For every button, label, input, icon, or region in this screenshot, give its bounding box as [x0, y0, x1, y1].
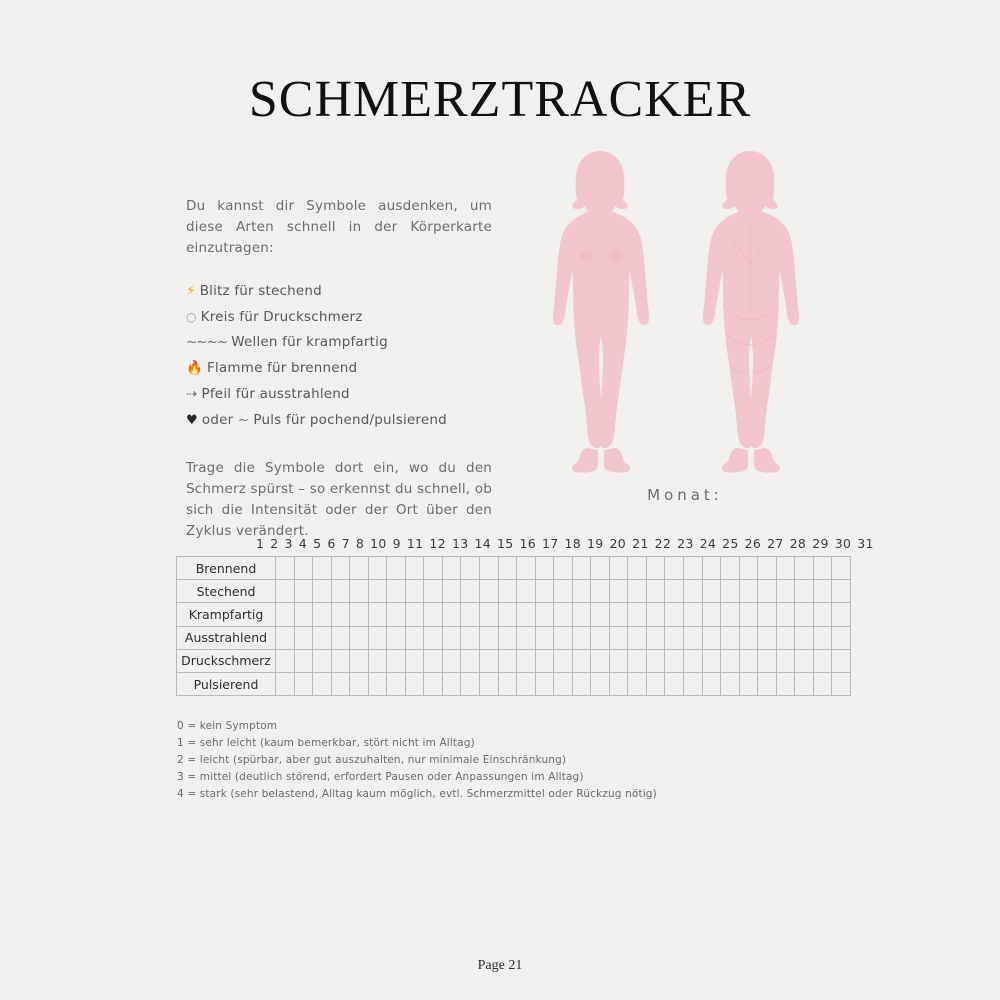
tracker-cell[interactable]: [276, 580, 295, 603]
tracker-cell[interactable]: [405, 580, 424, 603]
tracker-cell[interactable]: [350, 672, 369, 695]
day-number-21: 21: [632, 536, 649, 551]
tracker-cell[interactable]: [498, 626, 517, 649]
tracker-cell[interactable]: [350, 626, 369, 649]
tracker-cell[interactable]: [387, 557, 406, 580]
tracker-cell[interactable]: [609, 649, 628, 672]
tracker-cell[interactable]: [832, 626, 851, 649]
day-number-11: 11: [406, 536, 424, 551]
day-number-13: 13: [451, 536, 469, 551]
tracker-cell[interactable]: [387, 672, 406, 695]
tracker-cell[interactable]: [813, 672, 832, 695]
tracker-cell[interactable]: [795, 603, 814, 626]
tracker-cell[interactable]: [424, 557, 443, 580]
tracker-cell[interactable]: [535, 557, 554, 580]
tracker-cell[interactable]: [665, 626, 684, 649]
tracker-cell[interactable]: [813, 580, 832, 603]
row-label-druckschmerz: Druckschmerz: [177, 649, 276, 672]
tracker-cell[interactable]: [832, 580, 851, 603]
waves-icon: ~~~~: [186, 334, 228, 351]
tracker-cell[interactable]: [331, 603, 350, 626]
day-number-3: 3: [284, 536, 293, 551]
tracker-cell[interactable]: [350, 649, 369, 672]
tracker-cell[interactable]: [646, 626, 665, 649]
tracker-cell[interactable]: [795, 649, 814, 672]
tracker-cell[interactable]: [442, 626, 461, 649]
tracker-cell[interactable]: [591, 603, 610, 626]
tracker-cell[interactable]: [684, 626, 703, 649]
tracker-cell[interactable]: [758, 626, 777, 649]
tracker-cell[interactable]: [758, 603, 777, 626]
tracker-cell[interactable]: [684, 603, 703, 626]
tracker-cell[interactable]: [776, 626, 795, 649]
tracker-cell[interactable]: [517, 649, 536, 672]
tracker-cell[interactable]: [535, 580, 554, 603]
tracker-cell[interactable]: [628, 649, 647, 672]
lightning-bolt-icon: ⚡: [186, 282, 196, 299]
day-number-22: 22: [654, 536, 672, 551]
day-number-26: 26: [744, 536, 762, 551]
day-number-15: 15: [496, 536, 514, 551]
tracker-cell[interactable]: [591, 557, 610, 580]
tracker-cell[interactable]: [702, 603, 721, 626]
tracker-cell[interactable]: [461, 672, 480, 695]
tracker-cell[interactable]: [739, 580, 758, 603]
tracker-cell[interactable]: [331, 626, 350, 649]
symbol-label-bolt: Blitz für stechend: [199, 282, 322, 299]
tracker-cell[interactable]: [461, 649, 480, 672]
tracker-cell[interactable]: [424, 580, 443, 603]
tracker-cell[interactable]: [646, 672, 665, 695]
tracker-cell[interactable]: [776, 580, 795, 603]
tracker-cell[interactable]: [442, 557, 461, 580]
tracker-cell[interactable]: [313, 580, 332, 603]
tracker-cell[interactable]: [795, 672, 814, 695]
tracker-cell[interactable]: [368, 649, 387, 672]
tracker-cell[interactable]: [368, 626, 387, 649]
tracker-cell[interactable]: [387, 649, 406, 672]
intro-column: [186, 196, 492, 542]
tracker-cell[interactable]: [813, 626, 832, 649]
tracker-cell[interactable]: [665, 557, 684, 580]
tracker-cell[interactable]: [313, 603, 332, 626]
day-number-30: 30: [834, 536, 852, 551]
legend-line-1: 1 = sehr leicht (kaum bemerkbar, stört nicht im Alltag): [177, 737, 475, 749]
tracker-cell[interactable]: [628, 603, 647, 626]
tracker-cell[interactable]: [684, 557, 703, 580]
row-label-brennend: Brennend: [177, 557, 276, 580]
tracker-cell[interactable]: [498, 580, 517, 603]
tracker-cell[interactable]: [832, 672, 851, 695]
symbol-list-item-waves: [186, 332, 492, 354]
intensity-legend: [177, 718, 657, 803]
tracker-cell[interactable]: [480, 580, 499, 603]
day-number-16: 16: [519, 536, 536, 551]
tracker-cell[interactable]: [572, 672, 591, 695]
female-body-back-icon: [703, 151, 800, 473]
tracker-cell[interactable]: [832, 649, 851, 672]
intro-paragraph-2: Trage die Symbole dort ein, wo du den Schmerz spürst – so erkennst du schnell, ob sich die Intensität oder der Ort über den Zyklus verändert.: [186, 459, 492, 539]
tracker-cell[interactable]: [442, 603, 461, 626]
tracker-cell[interactable]: [721, 649, 740, 672]
tracker-cell[interactable]: [480, 557, 499, 580]
tracker-cell[interactable]: [591, 580, 610, 603]
tracker-cell[interactable]: [572, 603, 591, 626]
tracker-cell[interactable]: [405, 626, 424, 649]
tracker-cell[interactable]: [813, 603, 832, 626]
tracker-cell[interactable]: [795, 626, 814, 649]
tracker-cell[interactable]: [480, 626, 499, 649]
tracker-cell[interactable]: [424, 626, 443, 649]
tracker-cell[interactable]: [517, 672, 536, 695]
tracker-cell[interactable]: [795, 557, 814, 580]
tracker-cell[interactable]: [368, 557, 387, 580]
tracker-cell[interactable]: [665, 649, 684, 672]
body-map: [540, 138, 830, 478]
circle-outline-icon: ○: [186, 309, 197, 324]
symbol-legend-list: [186, 281, 492, 432]
symbol-list-item-arrow: [186, 384, 492, 406]
table-row: [177, 557, 851, 580]
tracker-cell[interactable]: [461, 626, 480, 649]
tracker-cell[interactable]: [702, 557, 721, 580]
symbol-list-item-bolt: [186, 281, 492, 303]
symbol-label-heart: Puls für pochend/pulsierend: [253, 412, 447, 429]
day-number-7: 7: [341, 536, 350, 551]
row-label-ausstrahlend: Ausstrahlend: [177, 626, 276, 649]
tracker-cell[interactable]: [609, 580, 628, 603]
heart-icon: ♥: [186, 413, 198, 429]
tracker-cell[interactable]: [331, 649, 350, 672]
symbol-label-heart-or: oder: [201, 412, 234, 429]
tracker-cell[interactable]: [405, 557, 424, 580]
tracker-cell[interactable]: [591, 626, 610, 649]
row-label-pulsierend: Pulsierend: [177, 672, 276, 695]
table-row: [177, 626, 851, 649]
symbol-list-item-heart: [186, 410, 492, 432]
tracker-cell[interactable]: [276, 603, 295, 626]
tracker-cell[interactable]: [535, 649, 554, 672]
tracker-cell[interactable]: [424, 672, 443, 695]
tracker-cell[interactable]: [498, 603, 517, 626]
tracker-cell[interactable]: [554, 580, 573, 603]
tracker-cell[interactable]: [424, 603, 443, 626]
tracker-cell[interactable]: [758, 557, 777, 580]
tracker-cell[interactable]: [684, 649, 703, 672]
day-number-27: 27: [767, 536, 784, 551]
tracker-cell[interactable]: [480, 649, 499, 672]
tracker-cell[interactable]: [795, 580, 814, 603]
tracker-cell[interactable]: [572, 557, 591, 580]
day-number-23: 23: [677, 536, 694, 551]
female-body-front-icon: [553, 151, 650, 473]
symbol-list-item-circle: [186, 307, 492, 329]
tracker-cell[interactable]: [702, 649, 721, 672]
tracker-cell[interactable]: [721, 672, 740, 695]
tracker-cell[interactable]: [554, 672, 573, 695]
day-number-2: 2: [270, 536, 279, 551]
tracker-cell[interactable]: [313, 672, 332, 695]
tracker-cell[interactable]: [276, 672, 295, 695]
symbol-list-item-flame: [186, 358, 492, 380]
day-number-10: 10: [370, 536, 387, 551]
tracker-cell[interactable]: [350, 580, 369, 603]
legend-line-4: 4 = stark (sehr belastend, Alltag kaum möglich, evtl. Schmerzmittel oder Rückzug nötig): [177, 788, 657, 800]
tracker-cell[interactable]: [294, 603, 313, 626]
tracker-cell[interactable]: [387, 603, 406, 626]
tracker-cell[interactable]: [498, 649, 517, 672]
day-number-18: 18: [564, 536, 582, 551]
tracker-cell[interactable]: [572, 649, 591, 672]
table-row: [177, 649, 851, 672]
tracker-cell[interactable]: [739, 626, 758, 649]
tracker-cell[interactable]: [517, 557, 536, 580]
tracker-cell[interactable]: [294, 672, 313, 695]
tracker-cell[interactable]: [276, 649, 295, 672]
day-number-8: 8: [355, 536, 365, 551]
legend-line-2: 2 = leicht (spürbar, aber gut auszuhalten, nur minimale Einschränkung): [177, 754, 567, 766]
dashed-arrow-icon: ⇢: [186, 386, 198, 403]
table-row: [177, 672, 851, 695]
tracker-cell[interactable]: [350, 603, 369, 626]
tracker-cell[interactable]: [572, 626, 591, 649]
symbol-label-waves: Wellen für krampfartig: [231, 334, 388, 351]
tracker-cell[interactable]: [832, 603, 851, 626]
tracker-cell[interactable]: [442, 649, 461, 672]
tracker-cell[interactable]: [368, 580, 387, 603]
tracker-cell[interactable]: [554, 557, 573, 580]
tracker-cell[interactable]: [442, 580, 461, 603]
tracker-cell[interactable]: [665, 580, 684, 603]
tracker-cell[interactable]: [498, 672, 517, 695]
tracker-cell[interactable]: [721, 626, 740, 649]
tracker-cell[interactable]: [313, 649, 332, 672]
tracker-cell[interactable]: [480, 603, 499, 626]
tracker-cell[interactable]: [628, 672, 647, 695]
month-label: Monat:: [647, 486, 723, 504]
tracker-cell[interactable]: [424, 649, 443, 672]
tracker-cell[interactable]: [535, 626, 554, 649]
tracker-cell[interactable]: [739, 557, 758, 580]
tracker-cell[interactable]: [646, 557, 665, 580]
tracker-cell[interactable]: [739, 649, 758, 672]
day-number-20: 20: [609, 536, 627, 551]
tracker-cell[interactable]: [609, 603, 628, 626]
tracker-cell[interactable]: [517, 603, 536, 626]
symbol-label-flame: Flamme für brennend: [207, 360, 358, 377]
tracker-cell[interactable]: [609, 557, 628, 580]
row-label-krampfartig: Krampfartig: [177, 603, 276, 626]
tracker-cell[interactable]: [405, 603, 424, 626]
day-number-4: 4: [298, 536, 308, 551]
tracker-cell[interactable]: [276, 626, 295, 649]
day-number-28: 28: [789, 536, 807, 551]
tracker-table-body: [177, 557, 851, 696]
tracker-cell[interactable]: [591, 649, 610, 672]
tracker-cell[interactable]: [461, 580, 480, 603]
tracker-cell[interactable]: [294, 626, 313, 649]
tilde-pulse-icon: ~: [237, 412, 250, 429]
tracker-cell[interactable]: [387, 580, 406, 603]
symbol-label-arrow: Pfeil für ausstrahlend: [201, 386, 350, 403]
tracker-cell[interactable]: [498, 557, 517, 580]
day-number-header: [256, 536, 874, 551]
tracker-cell[interactable]: [776, 672, 795, 695]
page-footer: Page 21: [477, 958, 523, 973]
day-number-12: 12: [429, 536, 446, 551]
tracker-cell[interactable]: [628, 557, 647, 580]
tracker-cell[interactable]: [313, 557, 332, 580]
tracker-cell[interactable]: [758, 580, 777, 603]
tracker-cell[interactable]: [387, 626, 406, 649]
row-label-stechend: Stechend: [177, 580, 276, 603]
tracker-cell[interactable]: [609, 626, 628, 649]
tracker-cell[interactable]: [739, 603, 758, 626]
day-number-29: 29: [812, 536, 829, 551]
tracker-cell[interactable]: [684, 580, 703, 603]
tracker-cell[interactable]: [628, 626, 647, 649]
table-row: [177, 603, 851, 626]
tracker-cell[interactable]: [776, 649, 795, 672]
tracker-cell[interactable]: [368, 672, 387, 695]
tracker-cell[interactable]: [554, 649, 573, 672]
tracker-cell[interactable]: [776, 557, 795, 580]
tracker-cell[interactable]: [702, 672, 721, 695]
tracker-cell[interactable]: [331, 557, 350, 580]
day-number-31: 31: [857, 536, 874, 551]
tracker-cell[interactable]: [294, 580, 313, 603]
tracker-cell[interactable]: [572, 580, 591, 603]
tracker-cell[interactable]: [331, 580, 350, 603]
tracker-cell[interactable]: [535, 672, 554, 695]
day-number-25: 25: [722, 536, 739, 551]
symbol-label-circle: Kreis für Druckschmerz: [200, 308, 363, 325]
tracker-cell[interactable]: [665, 603, 684, 626]
spacer: [186, 436, 492, 458]
day-number-24: 24: [699, 536, 717, 551]
legend-line-3: 3 = mittel (deutlich störend, erfordert Pausen oder Anpassungen im Alltag): [177, 771, 584, 783]
tracker-cell[interactable]: [554, 603, 573, 626]
day-number-14: 14: [474, 536, 491, 551]
tracker-cell[interactable]: [294, 649, 313, 672]
tracker-cell[interactable]: [813, 649, 832, 672]
tracker-cell[interactable]: [665, 672, 684, 695]
tracker-cell[interactable]: [331, 672, 350, 695]
day-number-17: 17: [542, 536, 559, 551]
tracker-cell[interactable]: [554, 626, 573, 649]
tracker-cell[interactable]: [646, 649, 665, 672]
tracker-cell[interactable]: [535, 603, 554, 626]
tracker-cell[interactable]: [276, 557, 295, 580]
tracker-cell[interactable]: [368, 603, 387, 626]
tracker-cell[interactable]: [405, 672, 424, 695]
tracker-cell[interactable]: [721, 603, 740, 626]
day-number-1: 1: [256, 536, 265, 551]
pain-tracker-table[interactable]: [176, 556, 851, 696]
tracker-cell[interactable]: [758, 672, 777, 695]
tracker-cell[interactable]: [646, 603, 665, 626]
tracker-cell[interactable]: [591, 672, 610, 695]
tracker-cell[interactable]: [702, 580, 721, 603]
tracker-cell[interactable]: [832, 557, 851, 580]
tracker-cell[interactable]: [350, 557, 369, 580]
tracker-cell[interactable]: [313, 626, 332, 649]
intro-paragraph-1: Du kannst dir Symbole ausdenken, um diese Arten schnell in der Körperkarte einzutragen:: [186, 198, 492, 256]
legend-line-0: 0 = kein Symptom: [177, 720, 278, 732]
tracker-cell[interactable]: [480, 672, 499, 695]
tracker-cell[interactable]: [609, 672, 628, 695]
day-number-5: 5: [313, 536, 322, 551]
tracker-cell[interactable]: [294, 557, 313, 580]
tracker-cell[interactable]: [702, 626, 721, 649]
tracker-cell[interactable]: [721, 580, 740, 603]
page-title: SCHMERZTRACKER: [248, 71, 752, 128]
tracker-cell[interactable]: [646, 580, 665, 603]
table-row: [177, 580, 851, 603]
flame-icon: 🔥: [186, 360, 204, 377]
tracker-cell[interactable]: [813, 557, 832, 580]
day-number-9: 9: [392, 536, 401, 551]
tracker-cell[interactable]: [405, 649, 424, 672]
tracker-cell[interactable]: [776, 603, 795, 626]
tracker-cell[interactable]: [517, 580, 536, 603]
tracker-cell[interactable]: [461, 603, 480, 626]
tracker-cell[interactable]: [739, 672, 758, 695]
tracker-cell[interactable]: [628, 580, 647, 603]
day-number-19: 19: [587, 536, 604, 551]
tracker-cell[interactable]: [461, 557, 480, 580]
tracker-cell[interactable]: [758, 649, 777, 672]
day-number-6: 6: [327, 536, 336, 551]
tracker-cell[interactable]: [721, 557, 740, 580]
tracker-cell[interactable]: [684, 672, 703, 695]
tracker-cell[interactable]: [442, 672, 461, 695]
tracker-cell[interactable]: [517, 626, 536, 649]
